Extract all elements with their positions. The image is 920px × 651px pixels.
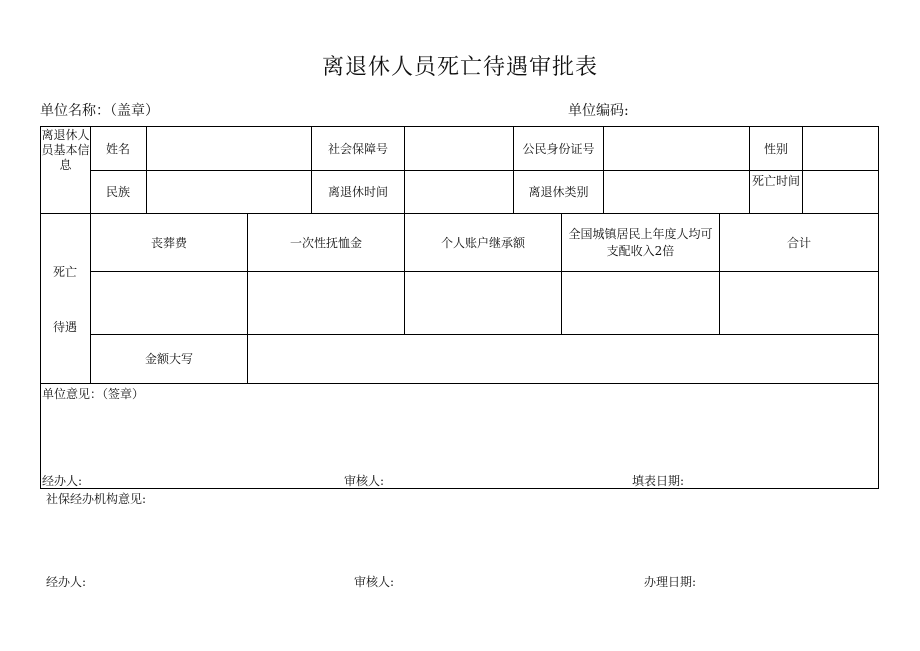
benefits-section-label-1: 死亡 (53, 265, 78, 279)
funeral-expense-field[interactable] (91, 272, 247, 334)
id-no-label: 公民身份证号 (522, 141, 595, 156)
amount-in-words-field[interactable] (248, 335, 878, 383)
gender-label: 性别 (763, 141, 788, 156)
process-date-label: 办理日期: (644, 575, 697, 589)
death-time-field[interactable] (803, 171, 878, 213)
unit-reviewer-label: 审核人: (344, 474, 385, 488)
urban-income-double-field[interactable] (562, 272, 719, 334)
basic-info-section-label: 离退休人员基本信息 (41, 128, 90, 172)
ethnicity-label: 民族 (106, 185, 131, 199)
gender-field[interactable] (803, 127, 878, 170)
ethnicity-field[interactable] (147, 171, 311, 213)
social-security-no-label: 社会保障号 (327, 141, 388, 156)
unit-opinion-label: 单位意见：（签章） (42, 387, 145, 401)
fill-date-label: 填表日期: (632, 474, 685, 488)
retirement-type-label: 离退休类别 (528, 185, 589, 199)
funeral-expense-header: 丧葬费 (150, 235, 187, 250)
name-label: 姓名 (106, 141, 131, 156)
personal-account-inheritance-field[interactable] (405, 272, 561, 334)
unit-name-label: 单位名称：（盖章） (40, 103, 159, 119)
one-time-pension-field[interactable] (248, 272, 404, 334)
unit-handler-label: 经办人: (42, 474, 83, 488)
agency-handler-label: 经办人: (46, 575, 87, 589)
unit-code-label: 单位编码: (568, 103, 629, 119)
name-field[interactable] (147, 127, 311, 170)
personal-account-inheritance-header: 个人账户继承额 (440, 235, 525, 250)
total-field[interactable] (720, 272, 878, 334)
retirement-time-field[interactable] (405, 171, 513, 213)
one-time-pension-header: 一次性抚恤金 (289, 235, 362, 250)
retirement-type-field[interactable] (604, 171, 749, 213)
agency-reviewer-label: 审核人: (354, 575, 395, 589)
agency-opinion-label: 社保经办机构意见: (46, 492, 147, 506)
benefits-section-label-2: 待遇 (53, 320, 78, 334)
retirement-time-label: 离退休时间 (327, 185, 388, 199)
social-security-no-field[interactable] (405, 127, 513, 170)
amount-in-words-label: 金额大写 (144, 352, 193, 366)
total-header: 合计 (786, 235, 811, 250)
urban-income-double-header: 全国城镇居民上年度人均可支配收入2倍 (568, 226, 713, 258)
death-time-label: 死亡时间 (751, 174, 800, 188)
form-title: 离退休人员死亡待遇审批表 (321, 55, 598, 80)
id-no-field[interactable] (604, 127, 749, 170)
